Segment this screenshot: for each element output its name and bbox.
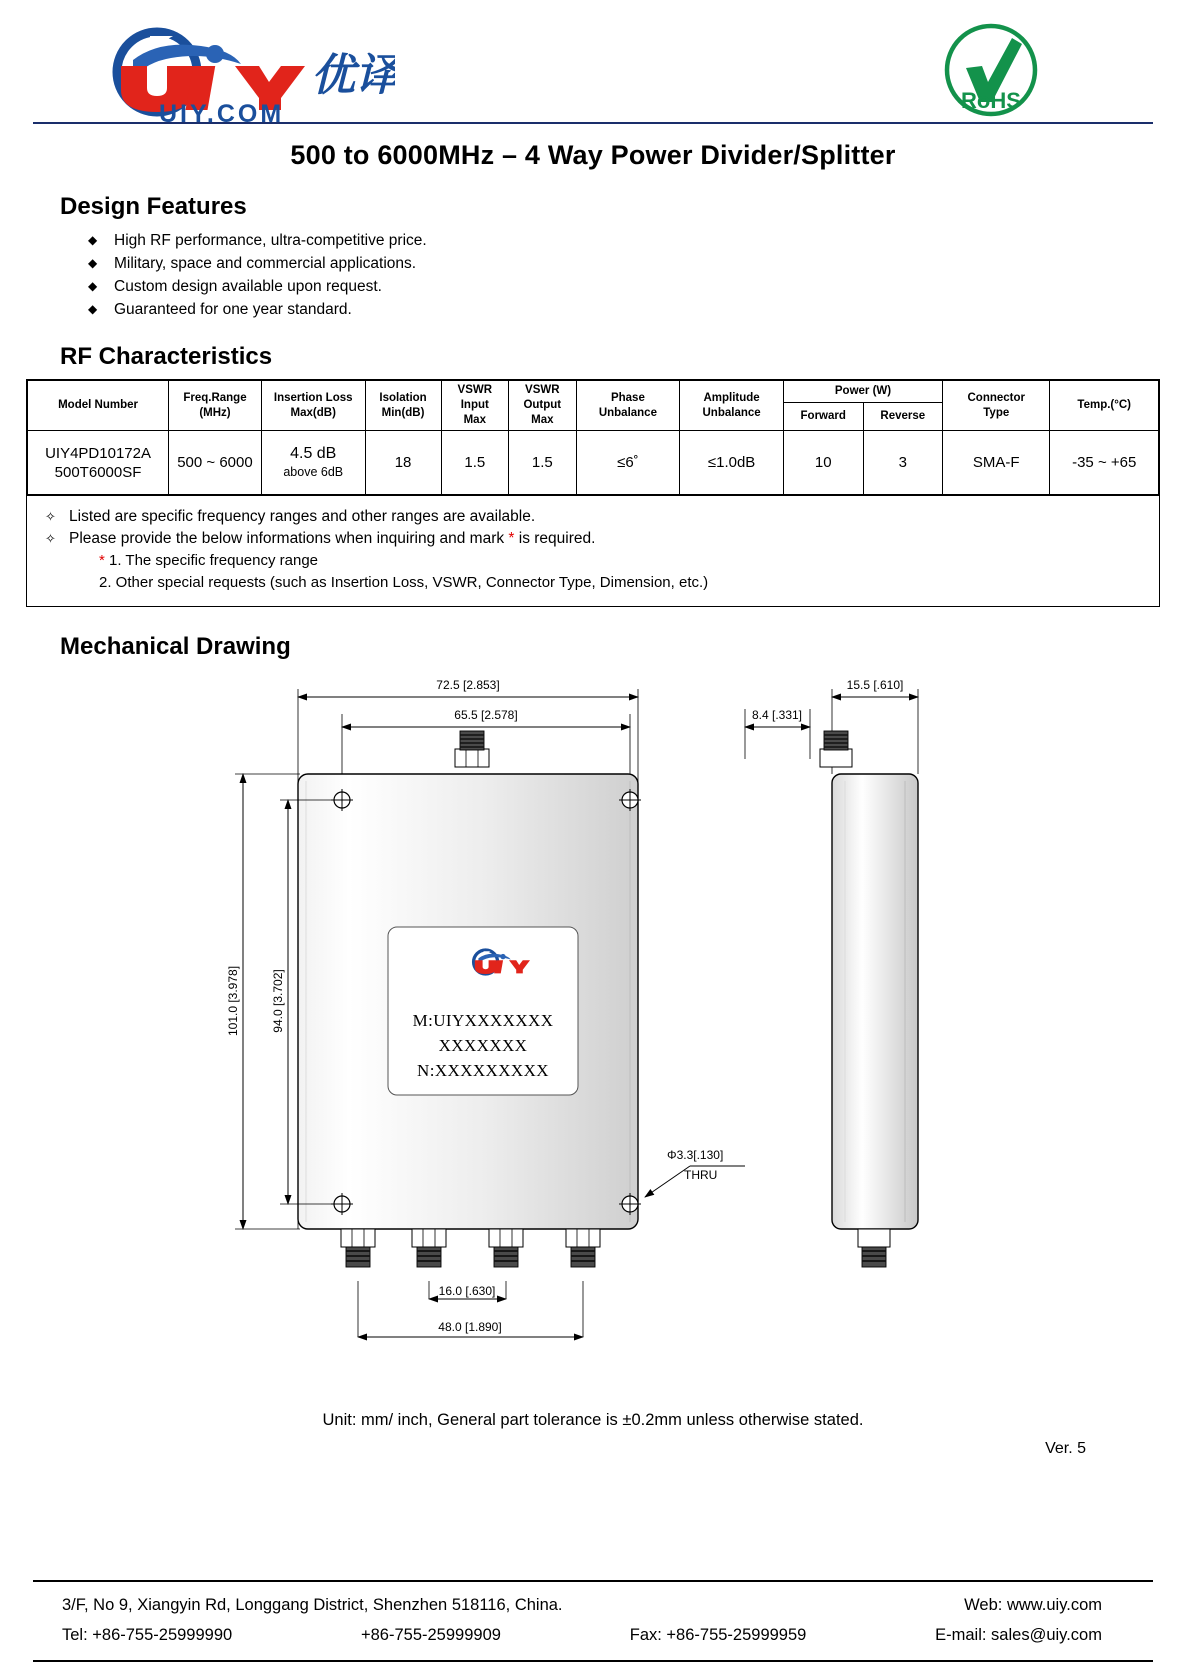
- rf-characteristics-table: [27, 380, 1159, 495]
- section-heading-mechanical-drawing: Mechanical Drawing: [60, 633, 291, 660]
- uiy-logo: [55, 22, 395, 122]
- footer-tel-2: +86-755-25999909: [361, 1626, 501, 1644]
- model-line-1: UIY4PD10172A: [45, 444, 151, 462]
- header-divider: [33, 122, 1153, 124]
- th-freq-range-line1: Freq.Range: [183, 391, 247, 404]
- dim-left-inner: 94.0 [3.702]: [271, 969, 285, 1033]
- dim-hole-note-1: Φ3.3[.130]: [667, 1148, 724, 1162]
- note-line-1: [27, 506, 1159, 528]
- label-line-2: XXXXXXX: [438, 1036, 528, 1055]
- cell-power-forward: 10: [783, 431, 863, 495]
- footer-web[interactable]: Web: www.uiy.com: [964, 1596, 1102, 1614]
- footer-address: 3/F, No 9, Xiangyin Rd, Longgang District, Shenzhen 518116, China.: [62, 1596, 563, 1614]
- diamond-bullet-icon: ◆: [88, 302, 98, 316]
- page-header: [0, 0, 1186, 120]
- th-power-reverse: Reverse: [863, 403, 943, 431]
- version-label: Ver. 5: [1045, 1440, 1086, 1457]
- th-phase-line1: Phase: [610, 391, 645, 404]
- th-isolation: [365, 381, 441, 431]
- table-header-row-1: [28, 381, 1159, 403]
- cell-vswr-output: 1.5: [509, 431, 577, 495]
- cell-amplitude-unbalance: ≤1.0dB: [680, 431, 784, 495]
- th-power-forward: Forward: [783, 403, 863, 431]
- th-vswr-input-line3: Max: [463, 414, 486, 426]
- dim-top-inner: 65.5 [2.578]: [454, 708, 518, 722]
- diamond-bullet-icon: ◆: [88, 279, 98, 293]
- th-vswr-output-line1: VSWR: [525, 384, 560, 396]
- cell-isolation: 18: [365, 431, 441, 495]
- th-phase-unbalance: [576, 381, 680, 431]
- dim-bottom-outer: 48.0 [1.890]: [438, 1320, 502, 1334]
- note-2-star: *: [508, 530, 515, 547]
- footer-tel: Tel: +86-755-25999990: [62, 1626, 233, 1644]
- dim-side-inner: 8.4 [.331]: [751, 708, 803, 722]
- th-model-number: Model Number: [28, 381, 169, 431]
- footer-fax: Fax: +86-755-25999959: [629, 1626, 807, 1644]
- diamond-bullet-icon: ◆: [88, 233, 98, 247]
- cell-model-number: [28, 431, 169, 495]
- cell-vswr-input: 1.5: [441, 431, 509, 495]
- diamond-outline-icon: ✧: [45, 531, 56, 546]
- th-amplitude-line2: Unbalance: [702, 406, 761, 419]
- model-line-2: 500T6000SF: [54, 463, 142, 481]
- list-item: [88, 229, 1186, 252]
- th-isolation-line1: Isolation: [379, 391, 427, 404]
- list-item: [88, 298, 1186, 321]
- cell-freq-range: 500 ~ 6000: [169, 431, 262, 495]
- mechanical-drawing: [0, 669, 1186, 1409]
- unit-tolerance-note: Unit: mm/ inch, General part tolerance is ±0.2mm unless otherwise stated.: [322, 1411, 864, 1429]
- note-1-text: Listed are specific frequency ranges and other ranges are available.: [69, 508, 536, 525]
- section-heading-rf-characteristics: RF Characteristics: [60, 343, 273, 370]
- th-insertion-loss: [261, 381, 365, 431]
- th-power: Power (W): [783, 381, 942, 403]
- insertion-loss-value: 4.5 dB: [290, 444, 337, 462]
- cell-insertion-loss: [261, 431, 365, 495]
- th-vswr-output-line2: Output: [523, 399, 562, 411]
- design-features-list: [88, 229, 1186, 321]
- label-line-3: N:XXXXXXXXX: [417, 1061, 549, 1080]
- dim-bottom-inner: 16.0 [.630]: [438, 1284, 496, 1298]
- th-vswr-input-line1: VSWR: [457, 384, 493, 396]
- note-line-2: [27, 528, 1159, 550]
- page-title: 500 to 6000MHz – 4 Way Power Divider/Splitter: [290, 140, 896, 170]
- th-phase-line2: Unbalance: [598, 406, 657, 419]
- th-vswr-output: [509, 381, 577, 431]
- cell-temp: -35 ~ +65: [1050, 431, 1159, 495]
- logo-cn-text: 优译: [311, 50, 395, 101]
- th-connector-type: [943, 381, 1050, 431]
- section-heading-design-features: Design Features: [60, 193, 247, 220]
- th-amplitude-unbalance: [680, 381, 784, 431]
- th-connector-line1: Connector: [967, 391, 1025, 404]
- dim-side-width: 15.5 [.610]: [846, 678, 904, 692]
- note-2-text-b: is required.: [514, 530, 596, 547]
- th-insertion-loss-line2: Max(dB): [290, 406, 336, 419]
- rf-characteristics-table-wrapper: [26, 379, 1160, 496]
- th-vswr-output-line3: Max: [531, 414, 554, 426]
- th-vswr-input-line2: Input: [460, 399, 489, 411]
- rf-table-notes: [26, 496, 1160, 607]
- feature-text: High RF performance, ultra-competitive price.: [114, 232, 427, 249]
- th-vswr-input: [441, 381, 509, 431]
- diamond-outline-icon: ✧: [45, 509, 56, 524]
- logo-domain-text: UIY.COM: [159, 100, 285, 122]
- insertion-loss-note: above 6dB: [283, 464, 344, 479]
- rohs-icon: [936, 20, 1046, 125]
- th-freq-range: [169, 381, 262, 431]
- dim-left-outer: 101.0 [3.978]: [226, 965, 240, 1037]
- cell-power-reverse: 3: [863, 431, 943, 495]
- note-2-text-a: Please provide the below informations when inquiring and mark: [69, 530, 509, 547]
- dim-top-outer: 72.5 [2.853]: [436, 678, 500, 692]
- note-sub-2: 2. Other special requests (such as Insertion Loss, VSWR, Connector Type, Dimension, etc.): [99, 574, 709, 591]
- feature-text: Guaranteed for one year standard.: [114, 301, 352, 318]
- cell-phase-unbalance: ≤6˚: [576, 431, 680, 495]
- footer-divider-bottom: [33, 1660, 1153, 1662]
- th-amplitude-line1: Amplitude: [703, 391, 760, 404]
- note-sub-1: [27, 550, 1159, 572]
- th-temp: Temp.(°C): [1050, 381, 1159, 431]
- feature-text: Custom design available upon request.: [114, 278, 382, 295]
- footer-row-contact: [62, 1620, 1124, 1650]
- rohs-label: RoHS: [961, 88, 1021, 113]
- list-item: [88, 252, 1186, 275]
- label-line-1: M:UIYXXXXXXX: [412, 1011, 554, 1030]
- note-sub-1-star: *: [99, 552, 105, 569]
- dim-hole-note-2: THRU: [684, 1168, 718, 1182]
- th-insertion-loss-line1: Insertion Loss: [273, 391, 353, 404]
- footer-email[interactable]: E-mail: sales@uiy.com: [935, 1626, 1102, 1644]
- diamond-bullet-icon: ◆: [88, 256, 98, 270]
- th-connector-line2: Type: [983, 406, 1010, 419]
- cell-connector-type: SMA-F: [943, 431, 1050, 495]
- list-item: [88, 275, 1186, 298]
- note-sub-1-text: 1. The specific frequency range: [104, 552, 319, 569]
- footer-row-address: [62, 1590, 1124, 1620]
- th-isolation-line2: Min(dB): [381, 406, 425, 419]
- th-freq-range-line2: (MHz): [199, 406, 231, 419]
- page-footer: [0, 1580, 1186, 1662]
- feature-text: Military, space and commercial applications.: [114, 255, 417, 272]
- table-row: [28, 431, 1159, 495]
